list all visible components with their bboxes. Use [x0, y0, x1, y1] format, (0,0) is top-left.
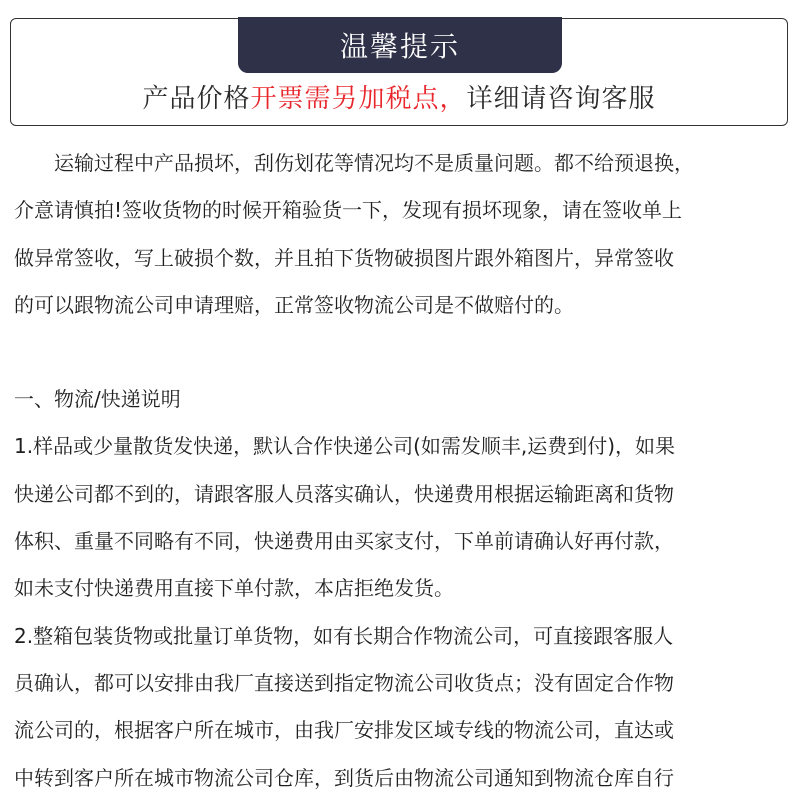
notice-line-part1: 产品价格 — [142, 84, 251, 114]
item2-line: 2.整箱包装货物或批量订单货物，如有长期合作物流公司，可直接跟客服人 — [14, 623, 674, 648]
paragraph1-line: 做异常签收，写上破损个数，并且拍下货物破损图片跟外箱图片，异常签收 — [14, 245, 674, 270]
item1-line: 体积、重量不同略有不同，快递费用由买家支付，下单前请确认好再付款， — [14, 529, 674, 554]
paragraph1-line: 运输过程中产品损坏，刮伤划花等情况均不是质量问题。都不给预退换， — [14, 151, 694, 175]
blank-line — [14, 329, 788, 376]
item2-line: 员确认，都可以安排由我厂直接送到指定物流公司收货点；没有固定合作物 — [14, 670, 674, 695]
item2-line: 中转到客户所在城市物流公司仓库，到货后由物流公司通知到物流仓库自行 — [14, 765, 674, 790]
paragraph1-line: 介意请慎拍!签收货物的时候开箱验货一下，发现有损坏现象，请在签收单上 — [14, 198, 683, 223]
item1-line: 1.样品或少量散货发快递，默认合作快递公司(如需发顺丰,运费到付)，如果 — [14, 434, 676, 459]
notice-line — [10, 78, 788, 115]
item1-line: 快递公司都不到的，请跟客服人员落实确认，快递费用根据运输距离和货物 — [14, 481, 674, 506]
notice-line-part2: 详细请咨询客服 — [466, 84, 656, 114]
item1-line: 如未支付快递费用直接下单付款，本店拒绝发货。 — [14, 576, 454, 601]
notice-line-highlight: 开票需另加税点， — [250, 84, 467, 114]
item2-line: 流公司的，根据客户所在城市，由我厂安排发区域专线的物流公司，直达或 — [14, 718, 674, 743]
notice-title: 温馨提示 — [238, 17, 562, 73]
content-body — [14, 140, 788, 802]
paragraph1-line: 的可以跟物流公司申请理赔，正常签收物流公司是不做赔付的。 — [14, 292, 574, 317]
section-heading: 一、物流/快递说明 — [14, 387, 181, 412]
